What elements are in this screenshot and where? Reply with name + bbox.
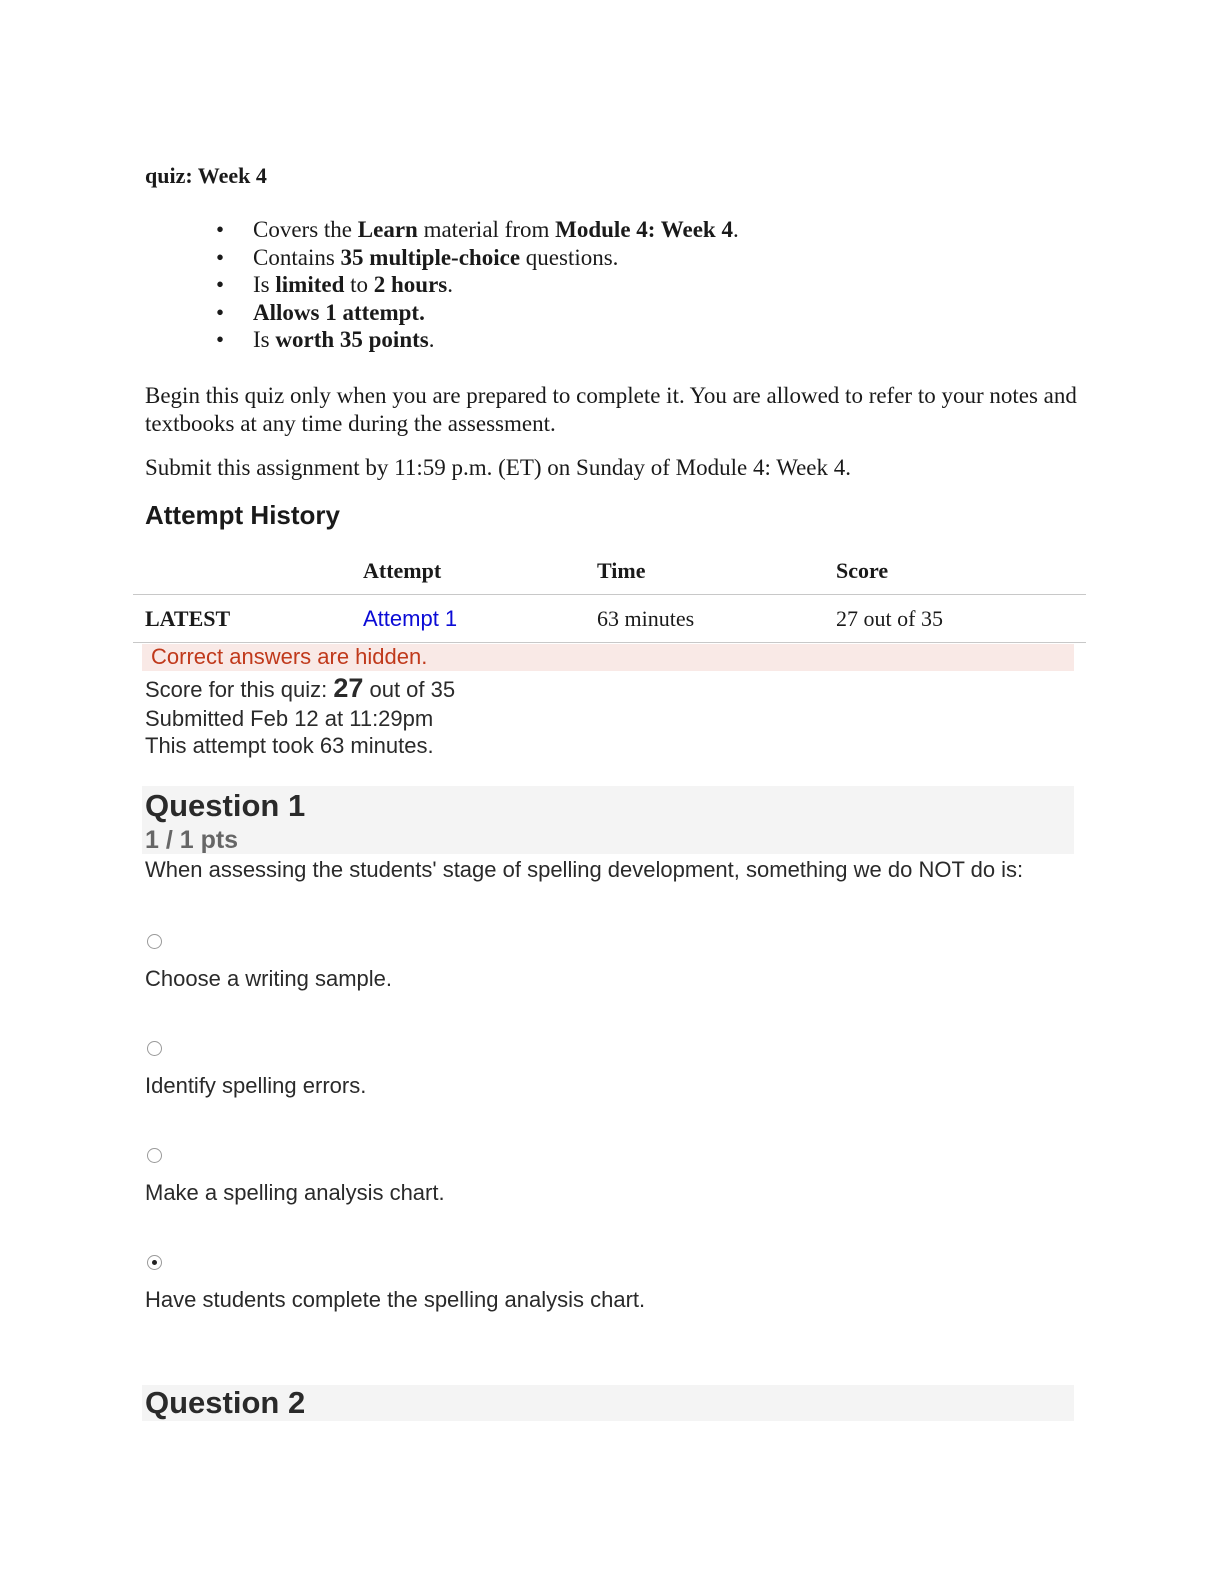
bold-text: worth 35 points	[275, 327, 429, 352]
bold-text: 35 multiple-choice	[340, 244, 521, 270]
bold-text: Learn	[357, 217, 418, 242]
score-value: 27	[333, 673, 364, 703]
question-2-title: Question 2	[145, 1385, 306, 1420]
text-segment: .	[447, 272, 454, 297]
score-prefix: Score for this quiz:	[145, 677, 334, 702]
column-header-attempt: Attempt	[363, 558, 442, 583]
question-1-header	[142, 786, 1074, 854]
attempt-history-table	[133, 550, 1086, 643]
attempt-duration-text: This attempt took 63 minutes.	[145, 733, 434, 758]
answers-hidden-text: Correct answers are hidden.	[151, 644, 428, 669]
answer-radio-4[interactable]	[147, 1255, 162, 1270]
quiz-info-list	[216, 216, 739, 354]
list-item	[216, 271, 739, 299]
quiz-title: quiz: Week 4	[145, 163, 267, 188]
column-header-score: Score	[836, 558, 889, 583]
table-row	[133, 595, 1086, 643]
text-segment: to	[344, 272, 374, 297]
text-segment: questions.	[520, 244, 619, 270]
answer-radio-1[interactable]	[147, 934, 162, 949]
bullet-icon: •	[216, 217, 225, 242]
quiz-score-line	[145, 673, 455, 704]
attempt-1-link[interactable]: Attempt 1	[363, 606, 458, 631]
question-1-title: Question 1	[145, 788, 306, 823]
bold-text: limited	[275, 272, 345, 297]
answer-label-2: Identify spelling errors.	[145, 1073, 367, 1098]
attempt-score: 27 out of 35	[836, 606, 943, 631]
latest-label: LATEST	[145, 606, 231, 631]
text-segment: material from	[417, 217, 556, 242]
bullet-icon: •	[216, 299, 225, 325]
text-segment: Is	[253, 272, 276, 297]
due-date-text: Submit this assignment by 11:59 p.m. (ET) on Sunday of Module 4: Week 4.	[145, 455, 851, 480]
table-header-row	[133, 550, 1086, 595]
submitted-text: Submitted Feb 12 at 11:29pm	[145, 706, 434, 731]
list-item	[216, 299, 739, 327]
quiz-instructions: Begin this quiz only when you are prepared to complete it. You are allowed to refer to your notes and textbooks at any time during the assessment.	[145, 383, 1077, 436]
bullet-icon: •	[216, 272, 225, 297]
question-1-text: When assessing the students' stage of spelling development, something we do NOT do is:	[145, 857, 1024, 882]
answer-radio-2[interactable]	[147, 1041, 162, 1056]
question-1-points: 1 / 1 pts	[145, 826, 239, 854]
list-item	[216, 216, 739, 244]
bold-text: Allows 1 attempt.	[253, 299, 425, 325]
bold-text: 2 hours	[373, 272, 448, 297]
text-segment: Covers the	[253, 217, 358, 242]
list-item	[216, 326, 739, 354]
attempt-history-heading: Attempt History	[145, 500, 341, 530]
text-segment: .	[732, 217, 739, 242]
answer-radio-3[interactable]	[147, 1148, 162, 1163]
answer-label-1: Choose a writing sample.	[145, 966, 393, 991]
text-segment: .	[428, 327, 435, 352]
bullet-icon: •	[216, 327, 225, 352]
answer-label-3: Make a spelling analysis chart.	[145, 1180, 445, 1205]
text-segment: Contains	[253, 244, 341, 270]
list-item	[216, 244, 739, 272]
question-2-header	[142, 1385, 1074, 1421]
bold-text: Module 4: Week 4	[555, 217, 733, 242]
score-suffix: out of 35	[363, 677, 456, 702]
attempt-time: 63 minutes	[597, 606, 695, 631]
bullet-icon: •	[216, 244, 225, 270]
answers-hidden-banner	[142, 644, 1074, 671]
text-segment: Is	[253, 327, 276, 352]
column-header-time: Time	[597, 558, 646, 583]
answer-label-4: Have students complete the spelling analysis chart.	[145, 1287, 646, 1312]
